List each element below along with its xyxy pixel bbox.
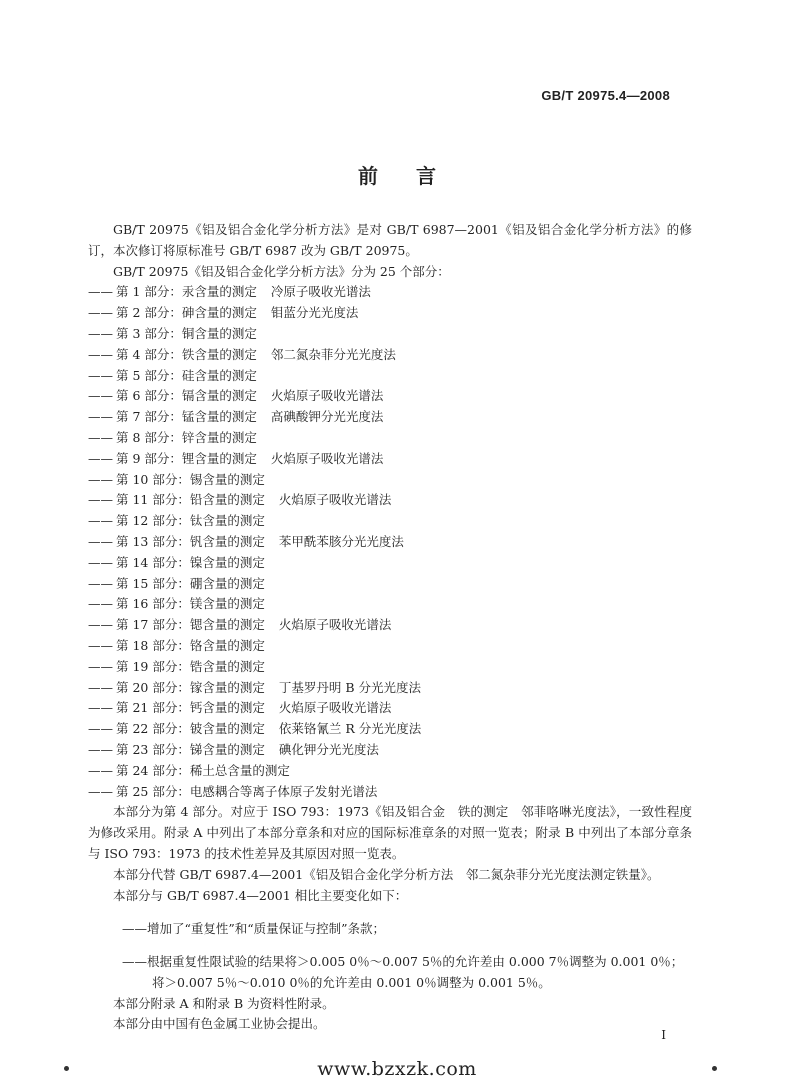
part-label: 第 1 部分：汞含量的测定 — [116, 284, 257, 300]
part-label: 第 15 部分：硼含量的测定 — [116, 575, 265, 591]
part-label: 第 9 部分：锂含量的测定 — [116, 450, 257, 466]
part-label: 第 22 部分：铍含量的测定 — [116, 721, 265, 737]
part-list-item — [88, 303, 692, 324]
part-label: 第 12 部分：钛含量的测定 — [116, 513, 265, 529]
part-list-item — [88, 782, 692, 803]
part-method: 火焰原子吸收光谱法 — [270, 388, 384, 404]
part-label: 第 24 部分：稀土总含量的测定 — [116, 762, 290, 778]
standard-number: GB/T 20975.4—2008 — [541, 88, 670, 103]
page-number: I — [661, 1028, 666, 1042]
replacement-paragraph: 本部分代替 GB/T 6987.4—2001《铝及铝合金化学分析方法 邻二氮杂菲分光光度法测定铁量》。 — [113, 866, 660, 882]
list-dash: —— — [88, 783, 113, 799]
part-list-item — [88, 324, 692, 345]
annex-paragraph: 本部分附录 A 和附录 B 为资料性附录。 — [113, 995, 335, 1011]
part-list-item — [88, 428, 692, 449]
list-dash: —— — [88, 554, 113, 570]
part-method: 邻二氮杂菲分光光度法 — [270, 346, 396, 362]
footer-watermark: www.bzxzk.com — [317, 1058, 477, 1080]
part-list-item — [88, 386, 692, 407]
list-dash: —— — [88, 492, 113, 508]
part-method: 火焰原子吸收光谱法 — [278, 492, 392, 508]
part-list-item — [88, 719, 692, 740]
part-label: 第 3 部分：铜含量的测定 — [116, 325, 257, 341]
part-label: 第 10 部分：锡含量的测定 — [116, 471, 265, 487]
part-list-item — [88, 698, 692, 719]
change-item-continued: 将＞0.007 5％～0.010 0％的允许差由 0.001 0％调整为 0.001 5％。 — [152, 974, 551, 990]
part-label: 第 14 部分：镍含量的测定 — [116, 554, 265, 570]
footer-dot-right — [712, 1066, 717, 1071]
part-method: 碘化钾分光光度法 — [278, 741, 379, 757]
list-dash: —— — [88, 721, 113, 737]
list-dash: —— — [88, 305, 113, 321]
intro-paragraph-2: GB/T 20975《铝及铝合金化学分析方法》分为 25 个部分： — [113, 263, 450, 279]
part-list-item — [88, 740, 692, 761]
list-dash: —— — [88, 617, 113, 633]
part-method: 丁基罗丹明 B 分光光度法 — [278, 679, 421, 695]
list-dash: —— — [88, 533, 113, 549]
list-dash: —— — [88, 637, 113, 653]
part-list-item — [88, 594, 692, 615]
part-list-item — [88, 511, 692, 532]
part-list-item — [88, 532, 692, 553]
list-dash: —— — [88, 388, 113, 404]
list-dash: —— — [88, 409, 113, 425]
part-list-item — [88, 490, 692, 511]
part-method: 火焰原子吸收光谱法 — [278, 700, 392, 716]
part-label: 第 13 部分：钒含量的测定 — [116, 533, 265, 549]
part-label: 第 16 部分：镁含量的测定 — [116, 596, 265, 612]
part-method: 苯甲酰苯胲分光光度法 — [278, 533, 404, 549]
list-dash: —— — [88, 450, 113, 466]
list-dash: —— — [88, 471, 113, 487]
part-list-item — [88, 657, 692, 678]
part-label: 第 4 部分：铁含量的测定 — [116, 346, 257, 362]
page-title: 前言 — [358, 164, 474, 188]
part-list-item — [88, 678, 692, 699]
part-list-item — [88, 366, 692, 387]
list-dash: —— — [88, 429, 113, 445]
proposer-paragraph: 本部分由中国有色金属工业协会提出。 — [113, 1016, 326, 1032]
part-list-item — [88, 574, 692, 595]
list-dash: —— — [88, 575, 113, 591]
part-label: 第 19 部分：锆含量的测定 — [116, 658, 265, 674]
part-label: 第 20 部分：镓含量的测定 — [116, 679, 265, 695]
part-method: 依莱铬氰兰 R 分光光度法 — [278, 721, 422, 737]
list-dash: —— — [88, 762, 113, 778]
part-method: 钼蓝分光光度法 — [270, 305, 359, 321]
part-list-item — [88, 615, 692, 636]
list-dash: —— — [88, 513, 113, 529]
part-label: 第 18 部分：铬含量的测定 — [116, 637, 265, 653]
part-label: 第 11 部分：铅含量的测定 — [116, 492, 265, 508]
document-body — [88, 220, 692, 1035]
intro-paragraph-1: GB/T 20975《铝及铝合金化学分析方法》是对 GB/T 6987—2001《铝及铝合金化学分析方法》的修订，本次修订将原标准号 GB/T 6987 改为 GB/T 20975。 — [88, 222, 692, 258]
part-label: 第 21 部分：钙含量的测定 — [116, 700, 265, 716]
part-list-item — [88, 407, 692, 428]
part-label: 第 7 部分：锰含量的测定 — [116, 409, 257, 425]
change-item: ——增加了“重复性”和“质量保证与控制”条款； — [122, 920, 386, 936]
part-method: 高碘酸钾分光光度法 — [270, 409, 384, 425]
list-dash: —— — [88, 658, 113, 674]
part-list-item — [88, 636, 692, 657]
part-label: 第 2 部分：砷含量的测定 — [116, 305, 257, 321]
part-list-item — [88, 761, 692, 782]
list-dash: —— — [88, 700, 113, 716]
part-list-item — [88, 282, 692, 303]
list-dash: —— — [88, 596, 113, 612]
change-item: ——根据重复性限试验的结果将＞0.005 0％～0.007 5％的允许差由 0.000 7％调整为 0.001 0％； — [122, 954, 684, 970]
part-label: 第 17 部分：锶含量的测定 — [116, 617, 265, 633]
list-dash: —— — [88, 346, 113, 362]
part-label: 第 25 部分：电感耦合等离子体原子发射光谱法 — [116, 783, 378, 799]
part-label: 第 23 部分：锑含量的测定 — [116, 741, 265, 757]
part-label: 第 6 部分：镉含量的测定 — [116, 388, 257, 404]
list-dash: —— — [88, 325, 113, 341]
list-dash: —— — [88, 741, 113, 757]
correspondence-paragraph: 本部分为第 4 部分。对应于 ISO 793：1973《铝及铝合金 铁的测定 邻菲咯啉光度法》，一致性程度为修改采用。附录 A 中列出了本部分章条和对应的国际标准章条的对照一览表；附录 B 中列出了本部分章条与 ISO 793：1973 的技术性差异及其原因对照一览表。 — [88, 804, 692, 861]
part-method: 火焰原子吸收光谱法 — [278, 617, 392, 633]
part-list-item — [88, 345, 692, 366]
list-dash: —— — [88, 679, 113, 695]
part-label: 第 5 部分：硅含量的测定 — [116, 367, 257, 383]
part-list-item — [88, 449, 692, 470]
list-dash: —— — [88, 367, 113, 383]
part-list-item — [88, 470, 692, 491]
part-method: 火焰原子吸收光谱法 — [270, 450, 384, 466]
parts-list — [88, 282, 692, 802]
part-label: 第 8 部分：锌含量的测定 — [116, 429, 257, 445]
part-list-item — [88, 553, 692, 574]
part-method: 冷原子吸收光谱法 — [270, 284, 371, 300]
list-dash: —— — [88, 284, 113, 300]
changes-intro: 本部分与 GB/T 6987.4—2001 相比主要变化如下： — [113, 887, 408, 903]
